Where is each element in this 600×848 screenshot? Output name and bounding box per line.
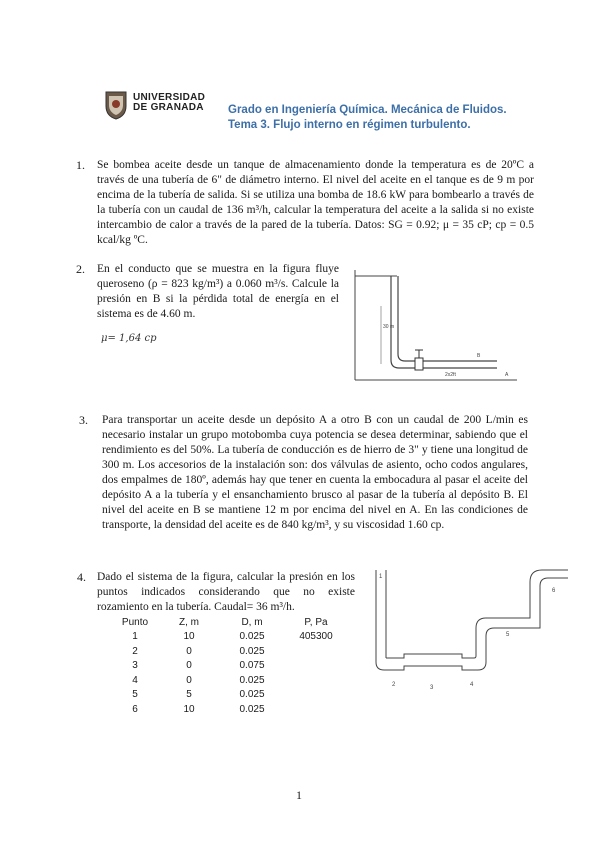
handwritten-note: μ= 1,64 cp [101, 333, 157, 344]
cell-z: 0 [186, 660, 192, 672]
problem-4-text: Dado el sistema de la figura, calcular la presión en los puntos indicados considerando que no existe rozamiento en la tubería. Caudal= 36 m³/h. [97, 571, 355, 613]
fig4-label-3: 3 [430, 685, 434, 691]
cell-punto: 3 [132, 660, 138, 672]
fig4-label-2: 2 [392, 682, 396, 688]
fig4-label-4: 4 [470, 682, 474, 688]
problem-1-text: Se bombea aceite desde un tanque de almacenamiento donde la temperatura es de 20ºC a través de una tubería de 6" de diámetro interno. El nivel del aceite en el tanque es de 9 m por encima de la tubería de salida. Si se utiliza una bomba de 18.6 kW para bombearlo a través de la tubería con un caudal de 136 m³/h, calcular la temperatura del aceite a la salida si no existe intercambio de calor a través de la pared de la tubería. Datos: SG = 0.92; μ = 35 cP; cp = 0.5 kcal/kg ºC. [97, 159, 534, 246]
header-z: Z, m [179, 616, 199, 628]
problem-4-figure [370, 566, 570, 696]
cell-d: 0.025 [239, 689, 265, 701]
fig4-label-1: 1 [379, 574, 383, 580]
cell-z: 0 [186, 645, 192, 657]
cell-d: 0.075 [239, 660, 265, 672]
cell-d: 0.025 [239, 703, 265, 715]
problem-3-number: 3. [79, 413, 88, 427]
cell-punto: 4 [132, 674, 138, 686]
cell-d: 0.025 [239, 645, 265, 657]
fig4-label-5: 5 [506, 632, 510, 638]
cell-p: 405300 [299, 631, 333, 643]
fig2-point-b-label: B [477, 353, 481, 359]
cell-punto: 1 [132, 631, 138, 643]
problem-2-number: 2. [76, 262, 85, 276]
university-crest-icon [103, 90, 129, 120]
cell-p [284, 688, 348, 703]
cell-p [284, 644, 348, 659]
problem-2-figure [345, 266, 525, 388]
title-line1: Grado en Ingeniería Química. Mecánica de Fluidos. [228, 104, 507, 116]
cell-z: 5 [186, 689, 192, 701]
fig4-label-6: 6 [552, 588, 556, 594]
table-row [112, 644, 348, 659]
header-punto: Punto [121, 616, 149, 628]
problem-1-number: 1. [76, 158, 85, 172]
fig2-flow-label: 2x2ft [445, 372, 456, 378]
fig2-end-label: A [505, 372, 509, 378]
table-row [112, 702, 348, 717]
page-number: 1 [296, 788, 302, 802]
cell-d: 0.025 [239, 674, 265, 686]
problem-4-number: 4. [77, 570, 86, 584]
title-line2: Tema 3. Flujo interno en régimen turbulento. [228, 119, 471, 131]
header-d: D, m [241, 616, 263, 628]
points-table [112, 615, 348, 717]
table-row [112, 659, 348, 674]
cell-z: 0 [186, 674, 192, 686]
university-name [133, 93, 205, 113]
cell-punto: 6 [132, 703, 138, 715]
cell-d: 0.025 [239, 631, 265, 643]
cell-punto: 2 [132, 645, 138, 657]
table-header-row [112, 615, 348, 630]
problem-3-text: Para transportar un aceite desde un depósito A a otro B con un caudal de 200 L/min es necesario instalar un grupo motobomba cuya potencia se desea determinar, sabiendo que el rendimiento es del 50%. La tubería de conducción es de hierro de 3" y tiene una longitud de 300 m. Los accesorios de la instalación son: dos válvulas de asiento, ocho codos angulares, dos empalmes de 180º, además hay que tener en cuenta la embocadura al pasar el aceite del depósito A a la tubería y el ensanchamiento brusco al pasar de la tubería al depósito B. El nivel del aceite en B se mantiene 12 m por encima del nivel en A. En las condiciones de transporte, la densidad del aceite es de 840 kg/m³, y su viscosidad 1.60 cp. [102, 414, 528, 531]
fig2-height-label: 30 m [383, 324, 395, 330]
cell-punto: 5 [132, 689, 138, 701]
cell-p [284, 702, 348, 717]
cell-z: 10 [183, 631, 195, 643]
cell-p [284, 673, 348, 688]
page-title [228, 103, 507, 133]
university-line2: DE GRANADA [133, 102, 204, 113]
header-p: P, Pa [304, 616, 328, 628]
table-row [112, 630, 348, 645]
cell-p [284, 659, 348, 674]
university-line1: UNIVERSIDAD [133, 92, 206, 103]
table-row [112, 688, 348, 703]
problem-2-text: En el conducto que se muestra en la figura fluye queroseno (ρ = 823 kg/m³) a 0.060 m³/s. Calcule la presión en B si la pérdida total de energía en el sistema es de 4.60 m. [97, 263, 339, 320]
table-row [112, 673, 348, 688]
cell-z: 10 [183, 703, 195, 715]
